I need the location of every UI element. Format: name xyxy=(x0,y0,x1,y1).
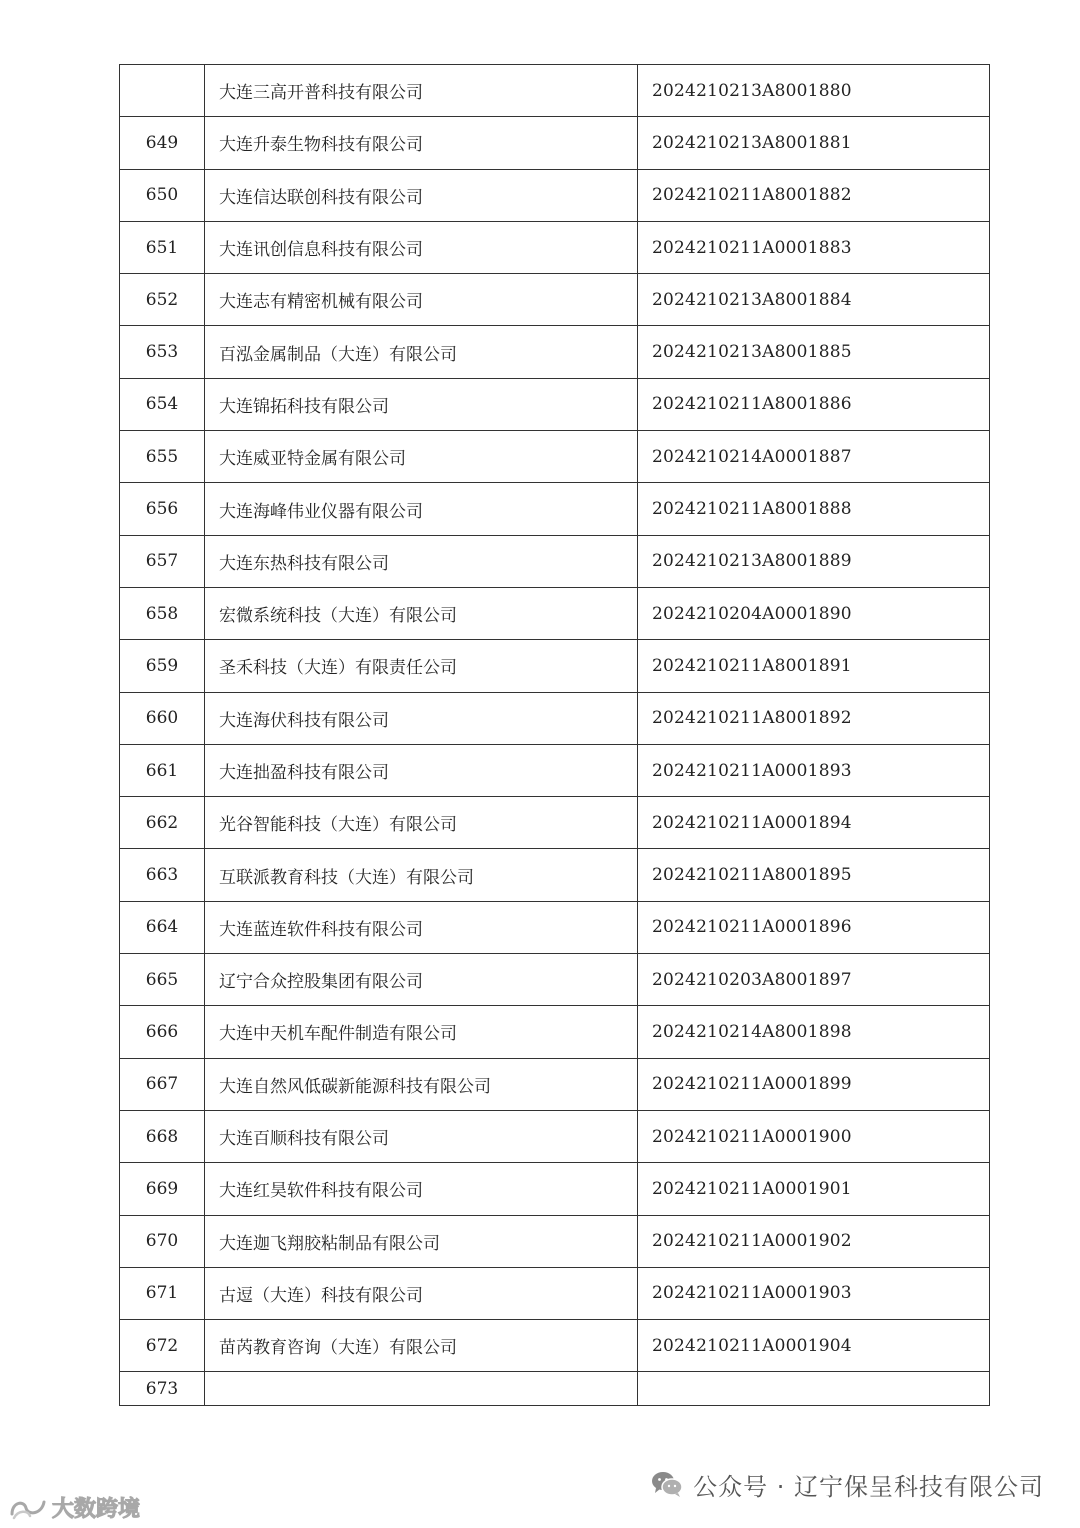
registration-code: 2024210211A0001899 xyxy=(638,1058,990,1110)
table-row xyxy=(120,901,990,953)
table-row xyxy=(120,692,990,744)
registration-code: 2024210211A0001902 xyxy=(638,1215,990,1267)
company-name: 大连讯创信息科技有限公司 xyxy=(205,221,638,273)
company-name: 大连三高开普科技有限公司 xyxy=(205,65,638,117)
table-row xyxy=(120,1110,990,1162)
row-number: 663 xyxy=(120,849,205,901)
registration-code: 2024210213A8001884 xyxy=(638,274,990,326)
company-name: 辽宁合众控股集团有限公司 xyxy=(205,954,638,1006)
company-name: 大连信达联创科技有限公司 xyxy=(205,169,638,221)
table-row xyxy=(120,1006,990,1058)
table-row xyxy=(120,117,990,169)
company-registry-table xyxy=(119,64,990,1406)
row-number: 668 xyxy=(120,1110,205,1162)
row-number: 651 xyxy=(120,221,205,273)
company-name: 苗芮教育咨询（大连）有限公司 xyxy=(205,1320,638,1372)
row-number: 660 xyxy=(120,692,205,744)
company-name: 大连升泰生物科技有限公司 xyxy=(205,117,638,169)
table-row xyxy=(120,1058,990,1110)
table-row xyxy=(120,535,990,587)
company-name: 圣禾科技（大连）有限责任公司 xyxy=(205,640,638,692)
company-name: 大连志有精密机械有限公司 xyxy=(205,274,638,326)
row-number: 673 xyxy=(120,1372,205,1406)
company-name: 互联派教育科技（大连）有限公司 xyxy=(205,849,638,901)
table-row xyxy=(120,431,990,483)
registration-code: 2024210214A8001898 xyxy=(638,1006,990,1058)
row-number: 670 xyxy=(120,1215,205,1267)
table-row xyxy=(120,378,990,430)
row-number: 671 xyxy=(120,1267,205,1319)
registration-code: 2024210211A8001886 xyxy=(638,378,990,430)
registration-code: 2024210211A0001903 xyxy=(638,1267,990,1319)
footer-brand-text: 公众号 · 辽宁保呈科技有限公司 xyxy=(693,1472,1044,1501)
row-number: 650 xyxy=(120,169,205,221)
table-row xyxy=(120,797,990,849)
registration-code: 2024210213A8001880 xyxy=(638,65,990,117)
table-row xyxy=(120,1267,990,1319)
registration-code: 2024210211A8001888 xyxy=(638,483,990,535)
table-row xyxy=(120,1372,990,1406)
table-row xyxy=(120,744,990,796)
watermark-logo-icon xyxy=(8,1494,48,1522)
table-row xyxy=(120,1320,990,1372)
row-number: 657 xyxy=(120,535,205,587)
company-name: 百泓金属制品（大连）有限公司 xyxy=(205,326,638,378)
row-number xyxy=(120,65,205,117)
table-row xyxy=(120,221,990,273)
table-row xyxy=(120,326,990,378)
table-row xyxy=(120,65,990,117)
registration-code: 2024210214A0001887 xyxy=(638,431,990,483)
row-number: 672 xyxy=(120,1320,205,1372)
company-name: 大连威亚特金属有限公司 xyxy=(205,431,638,483)
registration-code: 2024210211A8001891 xyxy=(638,640,990,692)
watermark-text: 大数跨境 xyxy=(52,1497,141,1522)
row-number: 662 xyxy=(120,797,205,849)
registration-code: 2024210211A0001901 xyxy=(638,1163,990,1215)
row-number: 649 xyxy=(120,117,205,169)
registration-code: 2024210211A8001892 xyxy=(638,692,990,744)
row-number: 664 xyxy=(120,901,205,953)
registration-code: 2024210211A0001883 xyxy=(638,221,990,273)
company-name: 大连迦飞翔胶粘制品有限公司 xyxy=(205,1215,638,1267)
row-number: 656 xyxy=(120,483,205,535)
company-name xyxy=(205,1372,638,1406)
company-name: 大连海峰伟业仪器有限公司 xyxy=(205,483,638,535)
company-name: 大连蓝连软件科技有限公司 xyxy=(205,901,638,953)
wechat-icon xyxy=(651,1470,683,1498)
company-name: 大连中天机车配件制造有限公司 xyxy=(205,1006,638,1058)
registration-code: 2024210213A8001885 xyxy=(638,326,990,378)
company-name: 光谷智能科技（大连）有限公司 xyxy=(205,797,638,849)
company-name: 大连拙盈科技有限公司 xyxy=(205,744,638,796)
table-row xyxy=(120,1215,990,1267)
company-name: 大连红昊软件科技有限公司 xyxy=(205,1163,638,1215)
row-number: 652 xyxy=(120,274,205,326)
registration-code: 2024210211A0001904 xyxy=(638,1320,990,1372)
table-row xyxy=(120,954,990,1006)
registration-code: 2024210213A8001889 xyxy=(638,535,990,587)
registration-code xyxy=(638,1372,990,1406)
row-number: 669 xyxy=(120,1163,205,1215)
company-name: 大连海伏科技有限公司 xyxy=(205,692,638,744)
table-row xyxy=(120,483,990,535)
table-row xyxy=(120,274,990,326)
registration-code: 2024210211A0001896 xyxy=(638,901,990,953)
registration-code: 2024210211A8001895 xyxy=(638,849,990,901)
table-row xyxy=(120,640,990,692)
watermark xyxy=(8,1492,140,1523)
table-row xyxy=(120,1163,990,1215)
registration-code: 2024210211A0001900 xyxy=(638,1110,990,1162)
company-name: 宏微系统科技（大连）有限公司 xyxy=(205,587,638,639)
registration-code: 2024210211A0001894 xyxy=(638,797,990,849)
company-name: 大连锦拓科技有限公司 xyxy=(205,378,638,430)
row-number: 661 xyxy=(120,744,205,796)
registration-code: 2024210213A8001881 xyxy=(638,117,990,169)
row-number: 665 xyxy=(120,954,205,1006)
row-number: 658 xyxy=(120,587,205,639)
row-number: 667 xyxy=(120,1058,205,1110)
table-row xyxy=(120,849,990,901)
registration-code: 2024210204A0001890 xyxy=(638,587,990,639)
row-number: 654 xyxy=(120,378,205,430)
registration-code: 2024210211A8001882 xyxy=(638,169,990,221)
company-name: 大连自然风低碳新能源科技有限公司 xyxy=(205,1058,638,1110)
registration-code: 2024210203A8001897 xyxy=(638,954,990,1006)
row-number: 659 xyxy=(120,640,205,692)
row-number: 655 xyxy=(120,431,205,483)
company-name: 大连百顺科技有限公司 xyxy=(205,1110,638,1162)
company-name: 大连东热科技有限公司 xyxy=(205,535,638,587)
table-row xyxy=(120,587,990,639)
registration-code: 2024210211A0001893 xyxy=(638,744,990,796)
wechat-account-footer xyxy=(651,1466,1044,1502)
company-name: 古逗（大连）科技有限公司 xyxy=(205,1267,638,1319)
row-number: 653 xyxy=(120,326,205,378)
table-row xyxy=(120,169,990,221)
row-number: 666 xyxy=(120,1006,205,1058)
